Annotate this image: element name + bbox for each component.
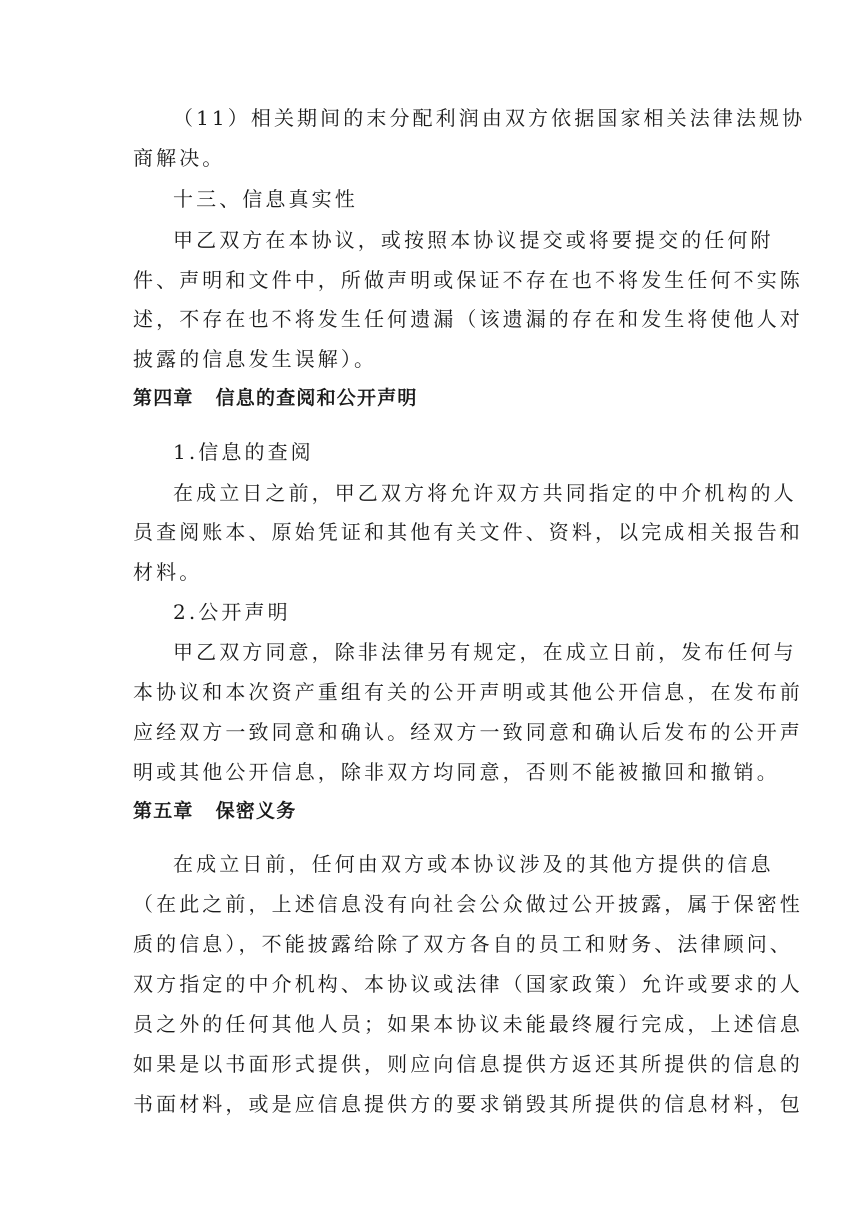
s13-line-3: 述，不存在也不将发生任何遗漏（该遗漏的存在和发生将使他人对 <box>133 307 803 331</box>
s13-line-4: 披露的信息发生误解）。 <box>133 347 378 371</box>
chapter-5-label: 第五章 <box>133 800 194 822</box>
p11-line-1: （11）相关期间的末分配利润由双方依据国家相关法律法规协 <box>173 106 806 130</box>
ch4-sub2-line-1: 甲乙双方同意，除非法律另有规定，在成立日前，发布任何与 <box>173 640 797 664</box>
ch5-line-6: 如果是以书面形式提供，则应向信息提供方返还其所提供的信息的 <box>133 1052 803 1076</box>
ch4-sub1-line-3: 材料。 <box>133 560 203 584</box>
ch5-line-2: （在此之前，上述信息没有向社会公众做过公开披露，属于保密性 <box>133 892 803 916</box>
p11-line-2: 商解决。 <box>133 146 226 170</box>
ch4-sub1-title: 1.信息的查阅 <box>173 440 314 464</box>
ch4-sub1-line-1: 在成立日之前，甲乙双方将允许双方共同指定的中介机构的人 <box>173 481 797 505</box>
ch5-line-4: 双方指定的中介机构、本协议或法律（国家政策）允许或要求的人 <box>133 972 803 996</box>
chapter-4-title: 信息的查阅和公开声明 <box>215 387 418 409</box>
ch5-line-3: 质的信息），不能披露给除了双方各自的员工和财务、法律顾问、 <box>133 932 793 956</box>
section-13-title: 十三、信息真实性 <box>173 187 358 211</box>
ch4-sub1-line-2: 员查阅账本、原始凭证和其他有关文件、资料，以完成相关报告和 <box>133 520 803 544</box>
chapter-4-label: 第四章 <box>133 387 194 409</box>
chapter-5-heading <box>133 799 733 823</box>
ch5-line-1: 在成立日前，任何由双方或本协议涉及的其他方提供的信息 <box>173 852 774 876</box>
s13-line-1: 甲乙双方在本协议，或按照本协议提交或将要提交的任何附 <box>173 228 774 252</box>
ch5-line-5: 员之外的任何其他人员；如果本协议未能最终履行完成，上述信息 <box>133 1012 803 1036</box>
chapter-5-title: 保密义务 <box>215 800 297 822</box>
ch5-line-7: 书面材料，或是应信息提供方的要求销毁其所提供的信息材料，包 <box>133 1092 803 1116</box>
ch4-sub2-line-3: 应经双方一致同意和确认。经双方一致同意和确认后发布的公开声 <box>133 720 803 744</box>
ch4-sub2-line-2: 本协议和本次资产重组有关的公开声明或其他公开信息，在发布前 <box>133 680 803 704</box>
chapter-4-heading <box>133 386 733 410</box>
s13-line-2: 件、声明和文件中，所做声明或保证不存在也不将发生任何不实陈 <box>133 268 803 292</box>
ch4-sub2-title: 2.公开声明 <box>173 600 291 624</box>
ch4-sub2-line-4: 明或其他公开信息，除非双方均同意，否则不能被撤回和撤销。 <box>133 760 780 784</box>
